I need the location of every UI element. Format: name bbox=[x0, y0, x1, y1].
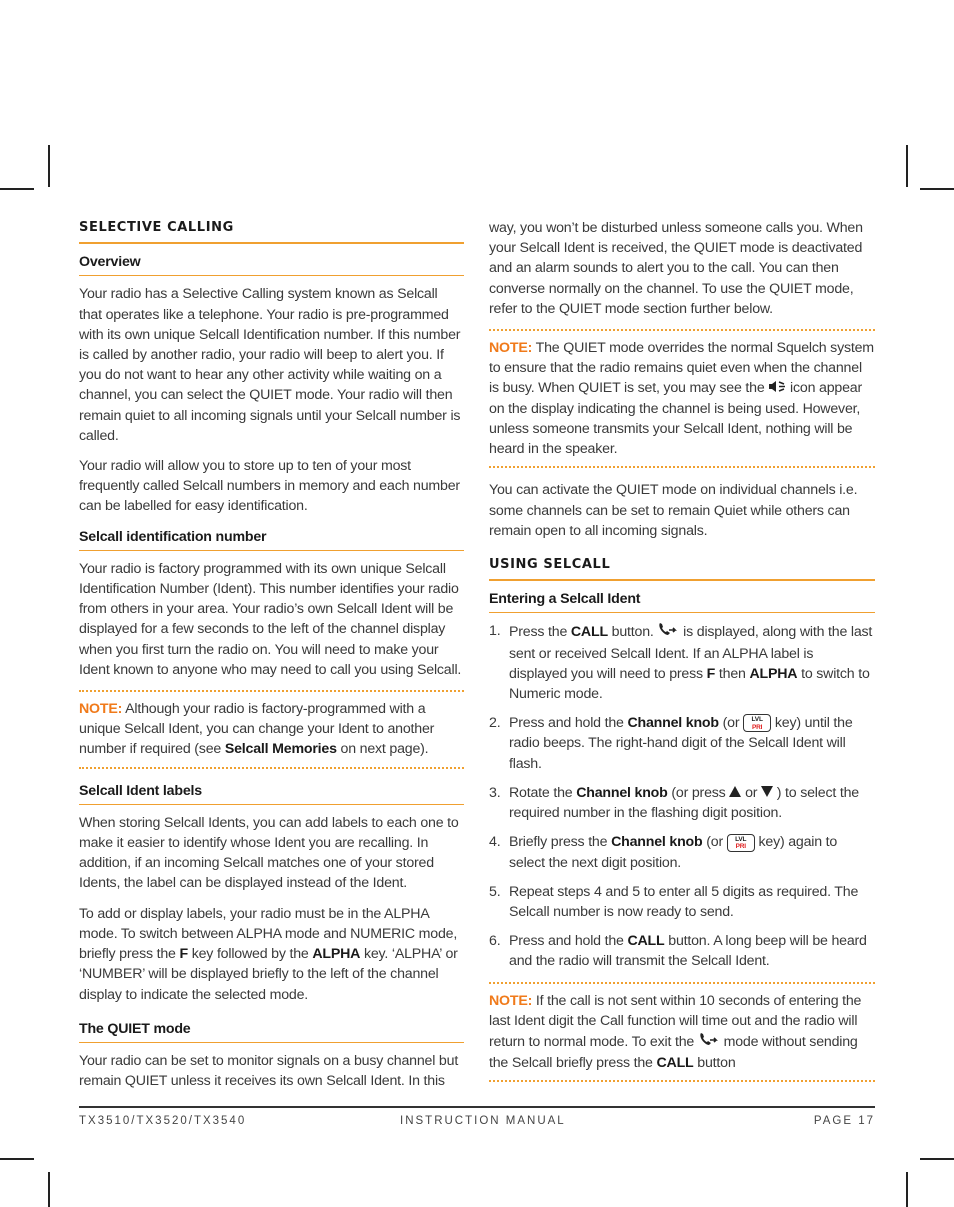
labels-paragraph: When storing Selcall Idents, you can add labels to each one to make it easier to identify whose Ident you are recalling. In addition, if an incoming Selcall matches one of your stored Idents, the label can be displayed instead of the Ident. bbox=[79, 814, 459, 892]
lvl-pri-key-icon bbox=[727, 834, 755, 852]
note-label: NOTE: bbox=[489, 992, 533, 1009]
crop-mark bbox=[0, 1158, 34, 1160]
quiet-heading: The QUIET mode bbox=[79, 1019, 464, 1043]
key-f: F bbox=[179, 946, 188, 963]
text-run: Briefly press the bbox=[509, 834, 608, 851]
section-title-using-selcall: USING SELCALL bbox=[489, 555, 875, 581]
text-run: key followed by the bbox=[191, 946, 309, 963]
text-run: to switch to Numeric mode. bbox=[509, 665, 870, 702]
text-run: or bbox=[745, 784, 758, 801]
text-run: (or bbox=[706, 834, 723, 851]
right-column bbox=[489, 218, 875, 1094]
ident-paragraph: Your radio is factory programmed with its own unique Selcall Identification Number (Ident). This number identifies your radio from others in your area. Your radio’s own Selcall Ident will be displayed for a few seconds to the left of the channel display when you first turn the radio on. You will need to make your Ident known to anyone who may need to call you using Selcall. bbox=[79, 560, 462, 678]
lvl-pri-key-icon bbox=[743, 714, 771, 732]
list-item bbox=[489, 621, 875, 704]
text-run: Press and hold the bbox=[509, 715, 624, 732]
key-bottom-label: PRI bbox=[752, 723, 763, 731]
note-text-end: button bbox=[697, 1055, 736, 1072]
steps-list bbox=[489, 621, 875, 971]
note-reference: Selcall Memories bbox=[224, 741, 337, 758]
key-call: CALL bbox=[570, 624, 608, 641]
text-run: (or bbox=[722, 715, 740, 732]
channel-knob-label: Channel knob bbox=[627, 715, 719, 732]
step-text: Repeat steps 4 and 5 to enter all 5 digits as required. The Selcall number is now ready to send. bbox=[509, 883, 859, 920]
text-run: ) to select the required number in the flashing digit position. bbox=[509, 784, 859, 822]
footer-manual-title: INSTRUCTION MANUAL bbox=[400, 1115, 566, 1127]
step-text bbox=[509, 713, 875, 774]
list-item bbox=[489, 713, 875, 774]
text-run: Press and hold the bbox=[509, 933, 624, 950]
text-run: key. ‘ALPHA’ or ‘NUMBER’ will be displayed briefly to the left of the channel display to indicate the selected mode. bbox=[79, 946, 458, 1003]
phone-call-icon bbox=[657, 621, 679, 643]
note-text-2: mode without sending the Selcall briefly press the bbox=[489, 1033, 858, 1072]
activate-paragraph: You can activate the QUIET mode on individual channels i.e. some channels can be set to remain Quiet while others can remain open to all incoming signals. bbox=[489, 482, 858, 539]
text-run: then bbox=[718, 665, 746, 682]
footer-rule bbox=[79, 1106, 875, 1108]
ident-heading: Selcall identification number bbox=[79, 527, 464, 551]
step-number: 3. bbox=[489, 784, 501, 801]
text-run: button. bbox=[611, 624, 654, 641]
note-label: NOTE: bbox=[79, 701, 123, 718]
page-number: PAGE 17 bbox=[813, 1115, 875, 1127]
list-item bbox=[489, 783, 875, 824]
left-column bbox=[79, 218, 464, 1101]
quiet-speaker-icon bbox=[768, 379, 786, 399]
step-text bbox=[509, 832, 875, 872]
down-arrow-icon bbox=[761, 783, 773, 803]
note-box bbox=[489, 329, 875, 468]
step-text bbox=[509, 931, 875, 971]
channel-knob-label: Channel knob bbox=[576, 784, 668, 801]
labels-paragraph-2 bbox=[79, 904, 464, 1005]
labels-heading: Selcall Ident labels bbox=[79, 781, 464, 805]
crop-mark bbox=[920, 1158, 954, 1160]
note-text-end: on next page). bbox=[340, 741, 429, 758]
note-text: The QUIET mode overrides the normal Squelch system to ensure that the radio remains quiet even when the channel is busy. When QUIET is set, you may see the bbox=[489, 340, 874, 397]
note-box bbox=[489, 982, 875, 1083]
crop-mark bbox=[48, 1172, 50, 1207]
note-label: NOTE: bbox=[489, 340, 533, 357]
channel-knob-label: Channel knob bbox=[611, 834, 703, 851]
key-top-label: LVL bbox=[735, 835, 747, 843]
quiet-paragraph: Your radio can be set to monitor signals on a busy channel but remain QUIET unless it receives its own Selcall Ident. In this bbox=[79, 1052, 459, 1090]
note-text: Although your radio is factory-programmed with a unique Selcall Ident, you can change your Ident to another number if required (see bbox=[79, 701, 435, 758]
step-number: 6. bbox=[489, 933, 501, 950]
text-run: (or press bbox=[671, 784, 726, 801]
key-top-label: LVL bbox=[751, 716, 763, 724]
entering-heading: Entering a Selcall Ident bbox=[489, 589, 875, 613]
overview-paragraph: Your radio has a Selective Calling system known as Selcall that operates like a telephone. Your radio is pre-programmed with its own unique Selcall Identification number. If this number is called by another radio, your radio will beep to alert you. If you do not want to hear any other activity while waiting on a channel, you can select the QUIET mode. Your radio will then remain quiet to all incoming signals until your Selcall number is called. bbox=[79, 286, 461, 444]
step-text bbox=[509, 621, 875, 704]
key-call: CALL bbox=[656, 1055, 694, 1072]
key-alpha: ALPHA bbox=[749, 665, 798, 682]
step-text bbox=[509, 783, 875, 824]
crop-mark bbox=[920, 188, 954, 190]
key-f: F bbox=[706, 665, 716, 682]
step-number: 2. bbox=[489, 715, 501, 732]
text-run: To add or display labels, your radio must be in the ALPHA mode. To switch between ALPHA mode and NUMERIC mode, briefly press the bbox=[79, 905, 458, 963]
list-item bbox=[489, 931, 875, 971]
crop-mark bbox=[0, 188, 34, 190]
key-bottom-label: PRI bbox=[735, 843, 746, 851]
text-run: key) again to select the next digit position. bbox=[509, 834, 838, 871]
note-box bbox=[79, 690, 464, 769]
list-item bbox=[489, 882, 875, 922]
text-run: button. A long beep will be heard and the radio will transmit the Selcall Ident. bbox=[509, 933, 867, 970]
text-run: is displayed, along with the last sent or received Selcall Ident. If an ALPHA label is displayed you will need to press bbox=[509, 624, 873, 682]
phone-call-icon bbox=[698, 1031, 720, 1053]
key-call: CALL bbox=[627, 933, 665, 950]
continued-paragraph: way, you won’t be disturbed unless someone calls you. When your Selcall Ident is received, the QUIET mode is deactivated and an alarm sounds to alert you to the call. You can then converse normally on the channel. To use the QUIET mode, refer to the QUIET mode section further below. bbox=[489, 220, 863, 317]
crop-mark bbox=[906, 1172, 908, 1207]
text-run: Rotate the bbox=[509, 784, 573, 801]
overview-paragraph-2: Your radio will allow you to store up to ten of your most frequently called Selcall numbers in memory and each number can be labelled for easy identification. bbox=[79, 458, 460, 515]
crop-mark bbox=[48, 145, 50, 187]
step-number: 4. bbox=[489, 834, 501, 851]
text-run: key) until the radio beeps. The right-hand digit of the Selcall Ident will flash. bbox=[509, 715, 853, 772]
key-alpha: ALPHA bbox=[312, 946, 361, 963]
note-text-2: icon appear on the display indicating the channel is being used. However, unless someone transmits your Selcall Ident, nothing will be heard in the speaker. bbox=[489, 380, 862, 458]
up-arrow-icon bbox=[729, 783, 741, 803]
text-run: Press the bbox=[509, 624, 568, 641]
footer-model: TX3510/TX3520/TX3540 bbox=[79, 1115, 247, 1127]
crop-mark bbox=[906, 145, 908, 187]
section-title-selective-calling: SELECTIVE CALLING bbox=[79, 218, 464, 244]
list-item bbox=[489, 832, 875, 872]
note-text: If the call is not sent within 10 seconds of entering the last Ident digit the Call function will time out and the radio will return to normal mode. To exit the bbox=[489, 992, 862, 1050]
step-number: 1. bbox=[489, 623, 501, 640]
overview-heading: Overview bbox=[79, 252, 464, 276]
step-number: 5. bbox=[489, 883, 501, 900]
